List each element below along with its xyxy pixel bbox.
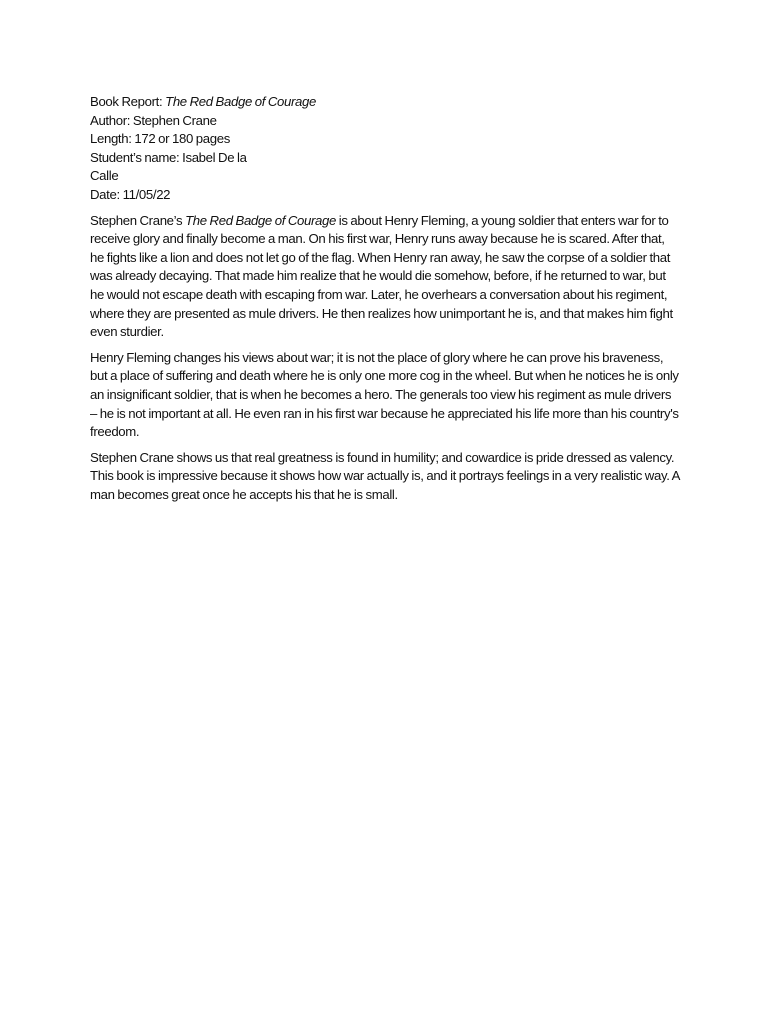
paragraph-summary bbox=[90, 212, 680, 342]
length-value: 172 or 180 pages bbox=[134, 131, 230, 147]
student-name-line bbox=[90, 149, 680, 168]
student-name-continuation bbox=[90, 167, 680, 186]
book-report-line bbox=[90, 93, 680, 112]
document-body bbox=[90, 93, 680, 511]
length-line bbox=[90, 130, 680, 149]
report-header bbox=[90, 93, 680, 205]
length-label: Length: bbox=[90, 131, 132, 147]
p1-body: is about Henry Fleming, a young soldier that enters war for to receive glory and finally become a man. On his first war, Henry runs away because he is scared. After that, he fights like a lion and does not let go of the flag. When Henry ran away, he saw the corpse of a soldier that was already decaying. That made him realize that he would die somehow, before, if he returned to war, but he would not escape death with escaping from war. Later, he overhears a conversation about his regiment, where they are presented as mule drivers. He then realizes how unimportant he is, and that makes him fight even sturdier. bbox=[90, 212, 673, 340]
student-name-value-cont: Calle bbox=[90, 168, 119, 184]
date-line bbox=[90, 186, 680, 205]
date-value: 11/05/22 bbox=[122, 186, 171, 202]
book-report-label: Book Report: bbox=[90, 94, 163, 109]
author-value: Stephen Crane bbox=[132, 112, 217, 128]
paragraph-views: Henry Fleming changes his views about war; it is not the place of glory where he can prove his braveness, but a place of suffering and death where he is only one more cog in the wheel. But when he notices he is only an insignificant soldier, that is when he becomes a hero. The generals too view his regiment as mule drivers – he is not important at all. He even ran in his first war because he appreciated his life more than his country's freedom. bbox=[90, 349, 679, 440]
p1-book-title: The Red Badge of Courage bbox=[185, 212, 336, 228]
student-name-label: Student’s name: bbox=[90, 149, 180, 165]
p1-intro: Stephen Crane’s bbox=[90, 212, 186, 228]
student-name-value: Isabel De la bbox=[182, 149, 247, 165]
paragraph-conclusion: Stephen Crane shows us that real greatness is found in humility; and cowardice is pride dressed as valency. This book is impressive because it shows how war actually is, and it portrays feelings in a very realistic way. A man becomes great once he accepts his that he is small. bbox=[90, 449, 680, 502]
book-title: The Red Badge of Courage bbox=[165, 94, 316, 109]
date-label: Date: bbox=[90, 186, 120, 202]
author-label: Author: bbox=[90, 112, 131, 128]
author-line bbox=[90, 112, 680, 131]
